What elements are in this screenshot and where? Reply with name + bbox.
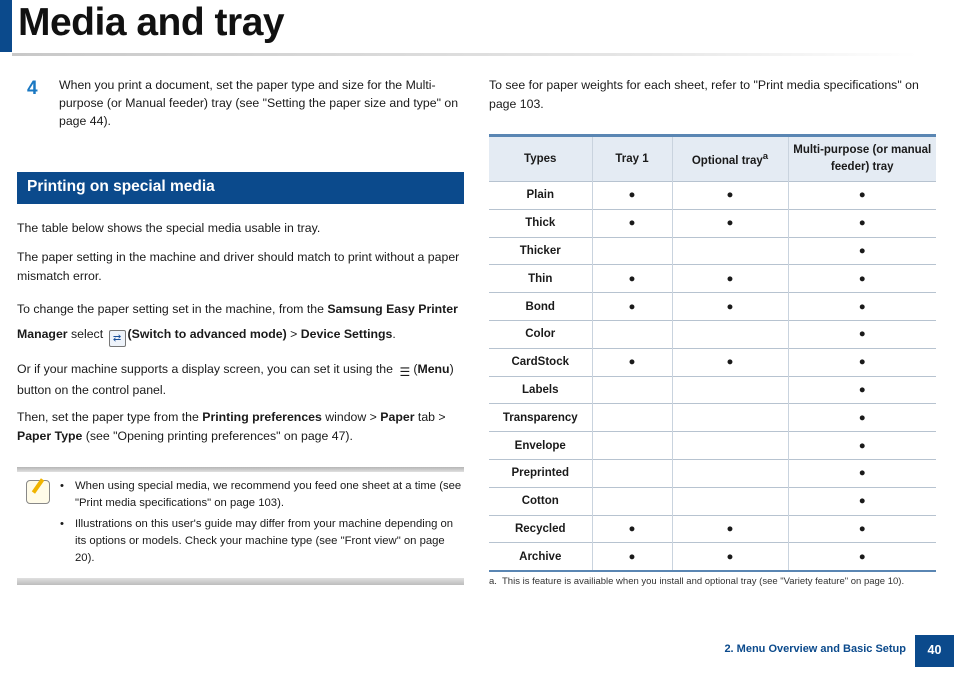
p3-text-mid: select xyxy=(67,327,107,341)
cell-multi-purpose: ● xyxy=(788,432,936,460)
cell-optional-tray: ● xyxy=(672,348,788,376)
menu-button-icon: ☰ xyxy=(399,365,411,379)
cell-tray1: ● xyxy=(592,348,672,376)
table-row xyxy=(489,348,936,376)
cell-optional-tray xyxy=(672,320,788,348)
table-row xyxy=(489,487,936,515)
paragraph-change-setting xyxy=(17,297,467,347)
cell-multi-purpose: ● xyxy=(788,293,936,321)
cell-tray1: ● xyxy=(592,543,672,571)
table-row xyxy=(489,459,936,487)
cell-tray1: ● xyxy=(592,265,672,293)
cell-media-type: Preprinted xyxy=(489,459,592,487)
table-row xyxy=(489,320,936,348)
cell-media-type: Envelope xyxy=(489,432,592,460)
cell-media-type: Color xyxy=(489,320,592,348)
cell-media-type: Plain xyxy=(489,182,592,210)
printing-preferences-label: Printing preferences xyxy=(202,410,322,424)
note-bottom-border xyxy=(17,578,464,585)
note-list xyxy=(60,478,462,571)
col-header-multi-purpose: Multi-purpose (or manual feeder) tray xyxy=(788,136,936,182)
page-number: 40 xyxy=(915,635,954,667)
cell-tray1: ● xyxy=(592,209,672,237)
table-row xyxy=(489,237,936,265)
p3-text-pre: To change the paper setting set in the machine, from the xyxy=(17,302,328,316)
cell-optional-tray xyxy=(672,237,788,265)
cell-tray1 xyxy=(592,432,672,460)
p5-text-pre: Then, set the paper type from the xyxy=(17,410,203,424)
cell-media-type: Thick xyxy=(489,209,592,237)
p5-text-end: (see "Opening printing preferences" on page 47). xyxy=(82,429,353,443)
cell-tray1: ● xyxy=(592,293,672,321)
optional-tray-label: Optional tray xyxy=(691,154,763,167)
menu-label: Menu xyxy=(417,362,450,376)
cell-multi-purpose: ● xyxy=(788,543,936,571)
table-row xyxy=(489,182,936,210)
step-number: 4 xyxy=(27,78,38,99)
cell-media-type: Bond xyxy=(489,293,592,321)
cell-multi-purpose: ● xyxy=(788,209,936,237)
cell-optional-tray: ● xyxy=(672,265,788,293)
section-heading: Printing on special media xyxy=(17,172,464,204)
p4-text-pre: Or if your machine supports a display screen, you can set it using the xyxy=(17,362,397,376)
paragraph-menu-button xyxy=(17,359,467,401)
p5-text-mid1: window > xyxy=(321,410,381,424)
paragraph-paper-type xyxy=(17,408,467,446)
cell-media-type: Labels xyxy=(489,376,592,404)
cell-optional-tray: ● xyxy=(672,182,788,210)
switch-advanced-mode-label: (Switch to advanced mode) xyxy=(127,327,287,341)
cell-multi-purpose: ● xyxy=(788,182,936,210)
cell-optional-tray: ● xyxy=(672,515,788,543)
cell-optional-tray: ● xyxy=(672,293,788,321)
table-row xyxy=(489,432,936,460)
footer-chapter: 2. Menu Overview and Basic Setup xyxy=(724,643,906,655)
step-text: When you print a document, set the paper type and size for the Multi-purpose (or Manual feeder) tray (see "Setting the paper size and type" on page 44). xyxy=(59,78,459,128)
footnote-text: This is feature is availiable when you install and optional tray (see "Variety feature" on page 10). xyxy=(502,576,905,587)
cell-optional-tray xyxy=(672,487,788,515)
note-item: • When using special media, we recommend you feed one sheet at a time (see "Print media specifications" on page 103). xyxy=(60,478,462,512)
cell-tray1 xyxy=(592,487,672,515)
table-row xyxy=(489,543,936,571)
title-accent-bar xyxy=(0,0,12,52)
paper-type-label: Paper Type xyxy=(17,429,83,443)
paragraph-setting-match: The paper setting in the machine and driver should match to print without a paper mismatch error. xyxy=(17,250,460,283)
page-title: Media and tray xyxy=(18,1,285,44)
table-row xyxy=(489,293,936,321)
cell-tray1 xyxy=(592,459,672,487)
title-divider xyxy=(12,53,917,56)
cell-media-type: Cotton xyxy=(489,487,592,515)
col-header-optional-tray xyxy=(672,136,788,182)
cell-multi-purpose: ● xyxy=(788,487,936,515)
samsung-easy-printer-manager-label: Samsung Easy Printer Manager xyxy=(17,302,458,341)
device-settings-label: Device Settings xyxy=(300,327,393,341)
col-header-types: Types xyxy=(524,152,557,165)
cell-tray1: ● xyxy=(592,182,672,210)
cell-tray1 xyxy=(592,320,672,348)
cell-multi-purpose: ● xyxy=(788,237,936,265)
footnote-label: a. xyxy=(489,576,497,587)
cell-optional-tray xyxy=(672,459,788,487)
col-header-tray1: Tray 1 xyxy=(592,136,672,182)
cell-optional-tray xyxy=(672,404,788,432)
cell-optional-tray: ● xyxy=(672,209,788,237)
cell-tray1 xyxy=(592,404,672,432)
paper-tab-label: Paper xyxy=(380,410,415,424)
cell-multi-purpose: ● xyxy=(788,459,936,487)
table-row xyxy=(489,209,936,237)
cell-multi-purpose: ● xyxy=(788,515,936,543)
cell-optional-tray xyxy=(672,376,788,404)
paper-weights-intro: To see for paper weights for each sheet, refer to "Print media specifications" on page 103. xyxy=(489,78,919,111)
p4-text-end: ) button on the control panel. xyxy=(17,362,454,397)
cell-tray1: ● xyxy=(592,515,672,543)
note-box xyxy=(17,467,464,585)
cell-tray1 xyxy=(592,237,672,265)
cell-optional-tray: ● xyxy=(672,543,788,571)
note-item: • Illustrations on this user's guide may differ from your machine depending on its options or models. Check your machine type (see "Front view" on page 20). xyxy=(60,516,462,567)
cell-multi-purpose: ● xyxy=(788,348,936,376)
table-row xyxy=(489,515,936,543)
cell-media-type: Transparency xyxy=(489,404,592,432)
cell-multi-purpose: ● xyxy=(788,265,936,293)
cell-media-type: Recycled xyxy=(489,515,592,543)
cell-media-type: Thicker xyxy=(489,237,592,265)
footnote xyxy=(489,576,939,588)
table-row xyxy=(489,376,936,404)
paragraph-intro: The table below shows the special media usable in tray. xyxy=(17,221,321,235)
note-pencil-icon xyxy=(26,480,50,504)
table-row xyxy=(489,404,936,432)
p4-open-paren: ( xyxy=(413,362,418,376)
note-top-border xyxy=(17,467,464,472)
cell-multi-purpose: ● xyxy=(788,376,936,404)
cell-media-type: Thin xyxy=(489,265,592,293)
cell-optional-tray xyxy=(672,432,788,460)
table-header-row xyxy=(489,136,936,182)
cell-multi-purpose: ● xyxy=(788,320,936,348)
p3-separator: > xyxy=(286,327,301,341)
cell-multi-purpose: ● xyxy=(788,404,936,432)
media-table xyxy=(489,134,936,572)
p5-text-mid2: tab > xyxy=(414,410,446,424)
cell-media-type: CardStock xyxy=(489,348,592,376)
cell-tray1 xyxy=(592,376,672,404)
cell-media-type: Archive xyxy=(489,543,592,571)
switch-advanced-mode-icon: ⇄ xyxy=(109,330,126,347)
table-row xyxy=(489,265,936,293)
footnote-marker: a xyxy=(762,151,769,163)
p3-text-end: . xyxy=(392,327,396,341)
